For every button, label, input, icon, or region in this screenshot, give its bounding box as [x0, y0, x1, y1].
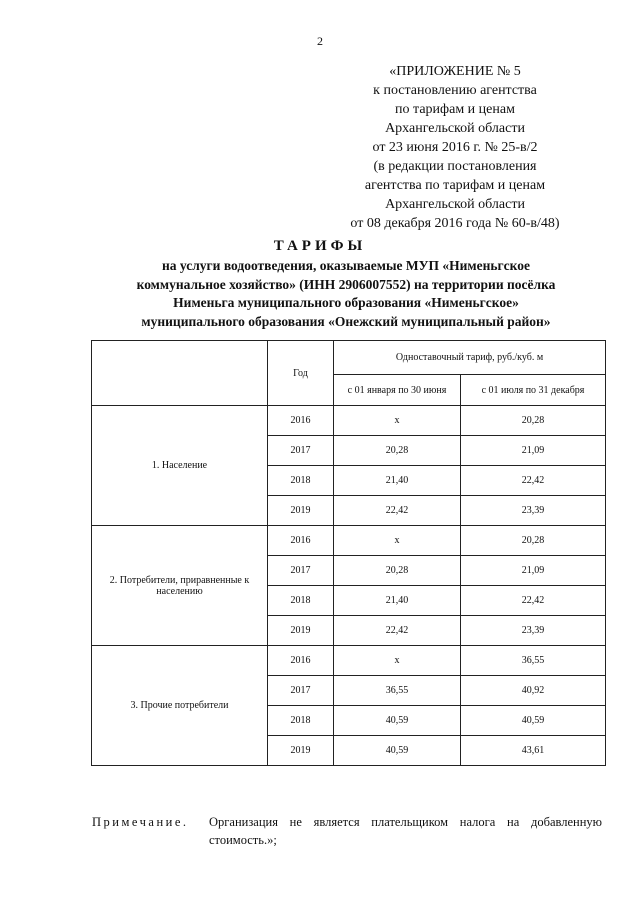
- year-cell: 2019: [268, 496, 334, 526]
- tariff-cell: х: [334, 406, 461, 436]
- page-number: 2: [317, 34, 323, 48]
- tariff-cell: 36,55: [334, 676, 461, 706]
- appendix-line: к постановлению агентства: [373, 83, 537, 98]
- subtitle-line: муниципального образования «Онежский муниципальный район»: [141, 313, 551, 329]
- tariff-cell: 40,59: [461, 706, 606, 736]
- table-row: [92, 646, 606, 676]
- year-cell: 2016: [268, 526, 334, 556]
- document-subtitle: [96, 257, 596, 331]
- tariff-cell: 20,28: [461, 406, 606, 436]
- subtitle-line: Нименьга муниципального образования «Нименьгское»: [173, 295, 519, 310]
- subtitle-line: коммунальное хозяйство» (ИНН 2906007552) на территории посёлка: [136, 276, 556, 292]
- appendix-line: по тарифам и ценам: [395, 102, 515, 117]
- appendix-line: Архангельской области: [385, 197, 525, 212]
- document-title: ТАРИФЫ: [273, 238, 367, 254]
- tariff-cell: 23,39: [461, 616, 606, 646]
- year-cell: 2016: [268, 646, 334, 676]
- tariff-cell: 40,59: [334, 736, 461, 766]
- category-cell: 3. Прочие потребители: [92, 646, 268, 766]
- year-header: Год: [268, 341, 334, 406]
- tariff-cell: х: [334, 646, 461, 676]
- category-header-cell: [92, 341, 268, 406]
- tariff-cell: 23,39: [461, 496, 606, 526]
- tariff-cell: 40,92: [461, 676, 606, 706]
- year-cell: 2018: [268, 586, 334, 616]
- period1-header: с 01 января по 30 июня: [334, 375, 461, 406]
- tariff-table: [91, 340, 606, 766]
- tariff-cell: 21,09: [461, 556, 606, 586]
- tariff-header: Одноставочный тариф, руб./куб. м: [334, 341, 606, 375]
- tariff-cell: 21,40: [334, 586, 461, 616]
- period2-header: с 01 июля по 31 декабря: [461, 375, 606, 406]
- appendix-line: агентства по тарифам и ценам: [364, 178, 546, 193]
- category-cell: 1. Население: [92, 406, 268, 526]
- tariff-cell: 22,42: [461, 466, 606, 496]
- tariff-cell: 20,28: [334, 556, 461, 586]
- tariff-cell: 43,61: [461, 736, 606, 766]
- tariff-cell: 40,59: [334, 706, 461, 736]
- tariff-cell: 20,28: [461, 526, 606, 556]
- tariff-cell: 22,42: [334, 496, 461, 526]
- tariff-cell: 22,42: [461, 586, 606, 616]
- appendix-line: Архангельской области: [385, 121, 525, 136]
- table-row: [92, 406, 606, 436]
- year-cell: 2018: [268, 466, 334, 496]
- tariff-cell: 22,42: [334, 616, 461, 646]
- year-cell: 2016: [268, 406, 334, 436]
- appendix-line: от 08 декабря 2016 года № 60-в/48): [350, 216, 560, 231]
- subtitle-line: на услуги водоотведения, оказываемые МУП «Нименьгское: [161, 258, 530, 273]
- note-text: Организация не является плательщиком налога на добавленную: [209, 815, 602, 829]
- tariff-cell: 21,40: [334, 466, 461, 496]
- year-cell: 2019: [268, 616, 334, 646]
- table-row: [92, 526, 606, 556]
- year-cell: 2019: [268, 736, 334, 766]
- year-cell: 2017: [268, 436, 334, 466]
- tariff-cell: 20,28: [334, 436, 461, 466]
- note-label: Примечание.: [92, 815, 189, 829]
- appendix-block: [330, 62, 580, 233]
- tariff-cell: 21,09: [461, 436, 606, 466]
- year-cell: 2017: [268, 676, 334, 706]
- appendix-line: (в редакции постановления: [373, 159, 537, 174]
- category-cell: 2. Потребители, приравненные к населению: [92, 526, 268, 646]
- note-text-continuation: стоимость.»;: [209, 833, 277, 847]
- table-header-row: [92, 341, 606, 375]
- tariff-cell: 36,55: [461, 646, 606, 676]
- year-cell: 2017: [268, 556, 334, 586]
- tariff-cell: х: [334, 526, 461, 556]
- appendix-line: «ПРИЛОЖЕНИЕ № 5: [389, 64, 521, 79]
- appendix-line: от 23 июня 2016 г. № 25-в/2: [372, 140, 538, 155]
- year-cell: 2018: [268, 706, 334, 736]
